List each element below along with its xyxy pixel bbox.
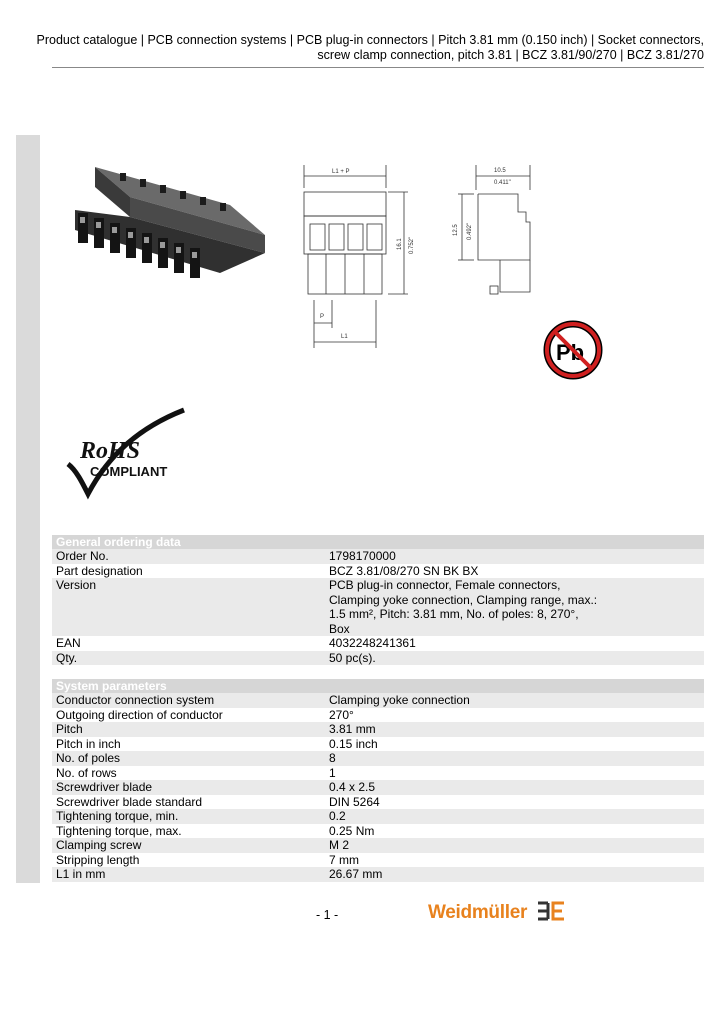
system-table-title: System parameters xyxy=(52,679,704,693)
dim-l1: L1 xyxy=(341,334,348,340)
logo-mark-icon xyxy=(536,900,566,922)
table-row: Qty. 50 pc(s). xyxy=(52,651,704,666)
breadcrumb-line-2: screw clamp connection, pitch 3.81 | BCZ 3.81/90/270 | BCZ 3.81/270 xyxy=(317,48,704,62)
table-row: Tightening torque, max. 0.25 Nm xyxy=(56,823,375,838)
dim-p: P xyxy=(320,314,325,320)
table-row: No. of rows 1 xyxy=(56,765,336,780)
side-drawing xyxy=(450,160,540,305)
dim-height-mm: 16.1 xyxy=(397,238,403,250)
ordering-table xyxy=(52,535,704,665)
side-bar xyxy=(16,135,40,883)
dim-height-in: 0.752" xyxy=(409,236,415,254)
breadcrumb xyxy=(24,33,704,63)
pb-text: Pb xyxy=(556,340,585,365)
product-photo xyxy=(70,155,270,285)
dim-width-in: 0.411" xyxy=(494,180,511,186)
table-row: Screwdriver blade standard DIN 5264 xyxy=(56,794,380,809)
table-row: Part designation BCZ 3.81/08/270 SN BK BX xyxy=(56,563,479,578)
table-row: EAN 4032248241361 xyxy=(56,636,416,650)
system-table xyxy=(52,679,704,882)
table-row: L1 in mm 26.67 mm xyxy=(52,867,704,882)
dim-width-mm: 10.5 xyxy=(494,168,506,174)
table-row: No. of poles 8 xyxy=(52,751,704,766)
dim-side-mm: 12.5 xyxy=(453,224,459,236)
page-number: - 1 - xyxy=(316,908,339,922)
weidmuller-logo xyxy=(428,900,566,924)
table-row: Outgoing direction of conductor 270° xyxy=(56,707,354,722)
rohs-text: RoHS xyxy=(80,438,141,464)
ordering-table-title: General ordering data xyxy=(52,535,704,549)
rohs-compliant-icon xyxy=(64,404,188,500)
table-row: Version PCB plug-in connector, Female connectors, Clamping yoke connection, Clamping range, max.: 1.5 mm², Pitch: 3.81 mm, No. of poles: 8, 270°, Box xyxy=(52,578,704,636)
front-drawing xyxy=(296,160,416,355)
table-row: Pitch in inch 0.15 inch xyxy=(56,736,378,751)
table-row: Pitch 3.81 mm xyxy=(52,722,704,737)
dim-side-in: 0.492" xyxy=(467,222,473,240)
dim-l1p: L1 + P xyxy=(332,169,350,175)
breadcrumb-line-1: Product catalogue | PCB connection systems | PCB plug-in connectors | Pitch 3.81 mm (0.150 inch) | Socket connectors, xyxy=(36,33,704,47)
table-row: Conductor connection system Clamping yoke connection xyxy=(52,693,704,708)
table-row: Screwdriver blade 0.4 x 2.5 xyxy=(52,780,704,795)
table-row: Clamping screw M 2 xyxy=(52,838,704,853)
table-row: Tightening torque, min. 0.2 xyxy=(52,809,704,824)
compliant-text: COMPLIANT xyxy=(90,464,168,479)
header-divider xyxy=(52,67,704,68)
logo-text: Weidmüller xyxy=(428,902,528,923)
table-row: Order No. 1798170000 xyxy=(52,549,704,564)
pb-free-icon xyxy=(543,320,603,380)
table-row: Stripping length 7 mm xyxy=(56,852,359,867)
